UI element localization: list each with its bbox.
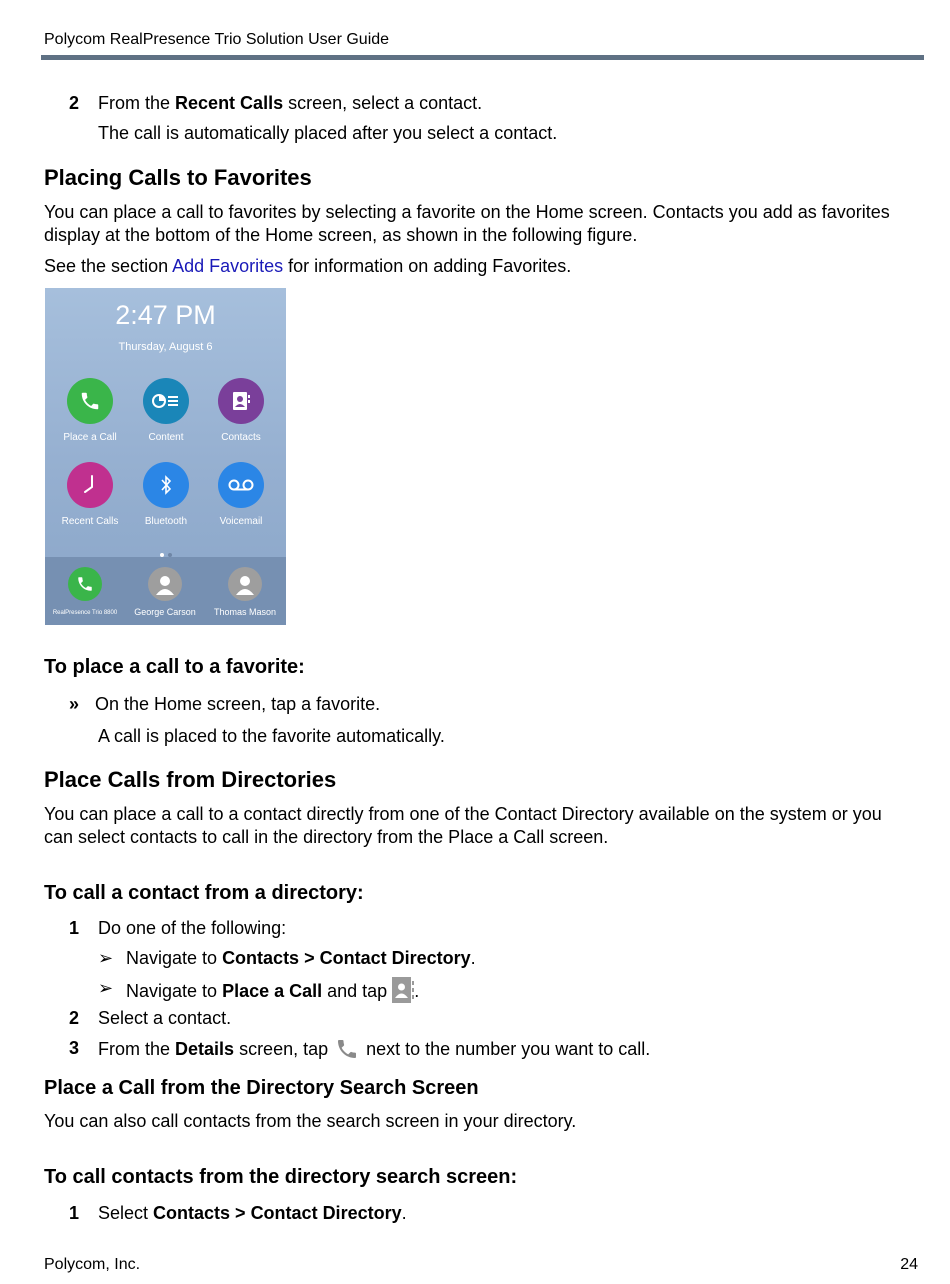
app-label: Recent Calls xyxy=(61,516,119,527)
substep-place-a-call: Navigate to Place a Call and tap . xyxy=(126,977,419,1009)
bluetooth-icon xyxy=(143,462,189,508)
step-number: 3 xyxy=(69,1038,80,1058)
step-text: From the Recent Calls screen, select a contact. xyxy=(98,93,483,113)
directory-icon xyxy=(392,977,414,1009)
app-label: Bluetooth xyxy=(144,516,188,527)
phone-icon xyxy=(67,378,113,424)
step-number: 2 xyxy=(69,1008,80,1028)
app-label: Voicemail xyxy=(219,516,263,527)
procedure-note: A call is placed to the favorite automatically. xyxy=(98,726,445,746)
favorite-label: RealPresence Trio 8800 xyxy=(52,610,118,616)
app-label: Contacts xyxy=(221,432,261,443)
step-number: 1 xyxy=(69,918,80,938)
app-voicemail[interactable] xyxy=(206,462,276,527)
arrow-bullet: ➢ xyxy=(98,948,114,968)
footer-company: Polycom, Inc. xyxy=(44,1256,141,1273)
step-text: Select Contacts > Contact Directory. xyxy=(98,1203,407,1223)
search-screen-para: You can also call contacts from the search screen in your directory. xyxy=(44,1111,577,1131)
clock-date: Thursday, August 6 xyxy=(118,341,213,353)
app-recent-calls[interactable] xyxy=(55,462,125,527)
contacts-icon xyxy=(218,378,264,424)
step-number: 2 xyxy=(69,93,80,113)
person-icon xyxy=(228,567,262,601)
app-content[interactable] xyxy=(131,378,201,443)
person-icon xyxy=(148,567,182,601)
header-rule xyxy=(41,55,924,60)
add-favorites-link[interactable]: Add Favorites xyxy=(172,256,284,276)
app-label: Place a Call xyxy=(63,432,117,443)
step-text: From the Details screen, tap next to the number you want to call. xyxy=(98,1037,650,1067)
favorites-bar xyxy=(45,557,286,625)
favorite-trio-8800[interactable] xyxy=(45,567,125,616)
step-number: 1 xyxy=(69,1203,80,1223)
clock-icon xyxy=(67,462,113,508)
see-section-line: See the section Add Favorites for information on adding Favorites. xyxy=(44,256,572,276)
app-place-a-call[interactable] xyxy=(55,378,125,443)
directories-para-line1: You can place a call to a contact directly from one of the Contact Directory available on the system or you xyxy=(44,804,882,824)
running-header: Polycom RealPresence Trio Solution User Guide xyxy=(44,31,390,48)
phone-icon xyxy=(68,567,102,601)
substep-contacts: Navigate to Contacts > Contact Directory. xyxy=(126,948,476,968)
directories-para-line2: can select contacts to call in the directory from the Place a Call screen. xyxy=(44,827,609,847)
procedure-heading-directory: To call a contact from a directory: xyxy=(44,882,364,904)
section-heading-favorites: Placing Calls to Favorites xyxy=(44,165,312,190)
content-icon xyxy=(143,378,189,424)
voicemail-icon xyxy=(218,462,264,508)
clock-time: 2:47 PM xyxy=(115,300,216,330)
step-text: Do one of the following: xyxy=(98,918,287,938)
home-screen-figure xyxy=(45,288,286,625)
step-text: Select a contact. xyxy=(98,1008,232,1028)
favorite-label: George Carson xyxy=(134,607,196,617)
app-label: Content xyxy=(148,432,184,443)
section-heading-search-screen: Place a Call from the Directory Search Screen xyxy=(44,1077,479,1099)
step-note: The call is automatically placed after you select a contact. xyxy=(98,123,558,143)
procedure-step: On the Home screen, tap a favorite. xyxy=(95,694,381,714)
favorites-para-line1: You can place a call to favorites by selecting a favorite on the Home screen. Contacts you add as favorites xyxy=(44,202,890,222)
favorites-para-line2: display at the bottom of the Home screen, as shown in the following figure. xyxy=(44,225,638,245)
favorite-thomas-mason[interactable] xyxy=(205,567,285,617)
section-heading-directories: Place Calls from Directories xyxy=(44,767,337,792)
app-bluetooth[interactable] xyxy=(131,462,201,527)
arrow-bullet: ➢ xyxy=(98,978,114,998)
procedure-heading-search: To call contacts from the directory search screen: xyxy=(44,1166,518,1188)
phone-icon xyxy=(333,1037,361,1067)
bullet-marker: » xyxy=(69,694,80,714)
favorite-label: Thomas Mason xyxy=(213,607,277,617)
favorite-george-carson[interactable] xyxy=(125,567,205,617)
app-contacts[interactable] xyxy=(206,378,276,443)
page-number: 24 xyxy=(900,1256,918,1273)
procedure-heading-favorite: To place a call to a favorite: xyxy=(44,656,305,678)
